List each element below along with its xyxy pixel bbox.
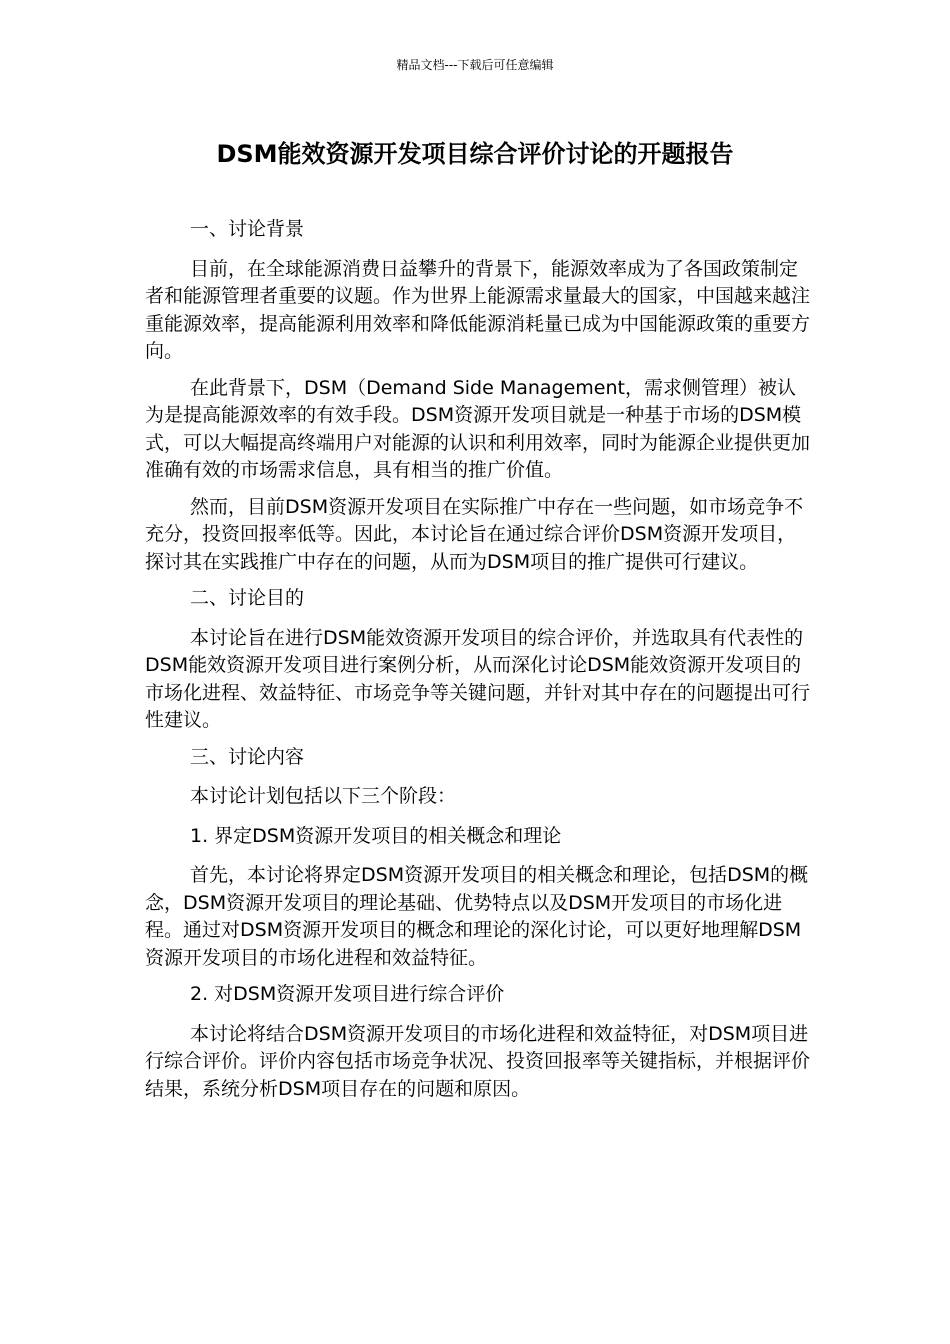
running-header: 精品文档---下载后可任意编辑 [396, 58, 554, 72]
paragraph: 在此背景下，DSM（Demand Side Management，需求侧管理）被认为是提高能源效率的有效手段。DSM资源开发项目就是一种基于市场的DSM模式，可以大幅提高终端用户对能源的认识和利用效率，同时为能源企业提供更加准确有效的市场需求信息，具有相当的推广价值。 [145, 376, 811, 481]
paragraph: 本讨论旨在进行DSM能效资源开发项目的综合评价，并选取具有代表性的DSM能效资源开发项目进行案例分析，从而深化讨论DSM能效资源开发项目的市场化进程、效益特征、市场竞争等关键问题，并针对其中存在的问题提出可行性建议。 [145, 626, 811, 731]
paragraph: 目前，在全球能源消费日益攀升的背景下，能源效率成为了各国政策制定者和能源管理者重要的议题。作为世界上能源需求量最大的国家，中国越来越注重能源效率，提高能源利用效率和降低能源消耗量已成为中国能源政策的重要方向。 [145, 257, 811, 362]
subheading-stage-2: 2. 对DSM资源开发项目进行综合评价 [190, 983, 505, 1005]
section-heading-content: 三、讨论内容 [190, 745, 305, 768]
section-heading-purpose: 二、讨论目的 [190, 587, 305, 609]
document-title: DSM能效资源开发项目综合评价讨论的开题报告 [216, 140, 734, 168]
stage-intro: 本讨论计划包括以下三个阶段： [190, 785, 457, 807]
paragraph: 然而，目前DSM资源开发项目在实际推广中存在一些问题，如市场竞争不充分，投资回报率低等。因此，本讨论旨在通过综合评价DSM资源开发项目，探讨其在实践推广中存在的问题，从而为DSM项目的推广提供可行建议。 [145, 495, 804, 573]
section-heading-background: 一、讨论背景 [190, 218, 305, 240]
document-body [145, 216, 810, 1112]
paragraph: 首先，本讨论将界定DSM资源开发项目的相关概念和理论，包括DSM的概念，DSM资源开发项目的理论基础、优势特点以及DSM开发项目的市场化进程。通过对DSM资源开发项目的概念和理论的深化讨论，可以更好地理解DSM资源开发项目的市场化进程和效益特征。 [145, 864, 809, 969]
subheading-stage-1: 1. 界定DSM资源开发项目的相关概念和理论 [190, 824, 562, 847]
paragraph: 本讨论将结合DSM资源开发项目的市场化进程和效益特征，对DSM项目进行综合评价。评价内容包括市场竞争状况、投资回报率等关键指标，并根据评价结果，系统分析DSM项目存在的问题和原因。 [145, 1022, 811, 1100]
